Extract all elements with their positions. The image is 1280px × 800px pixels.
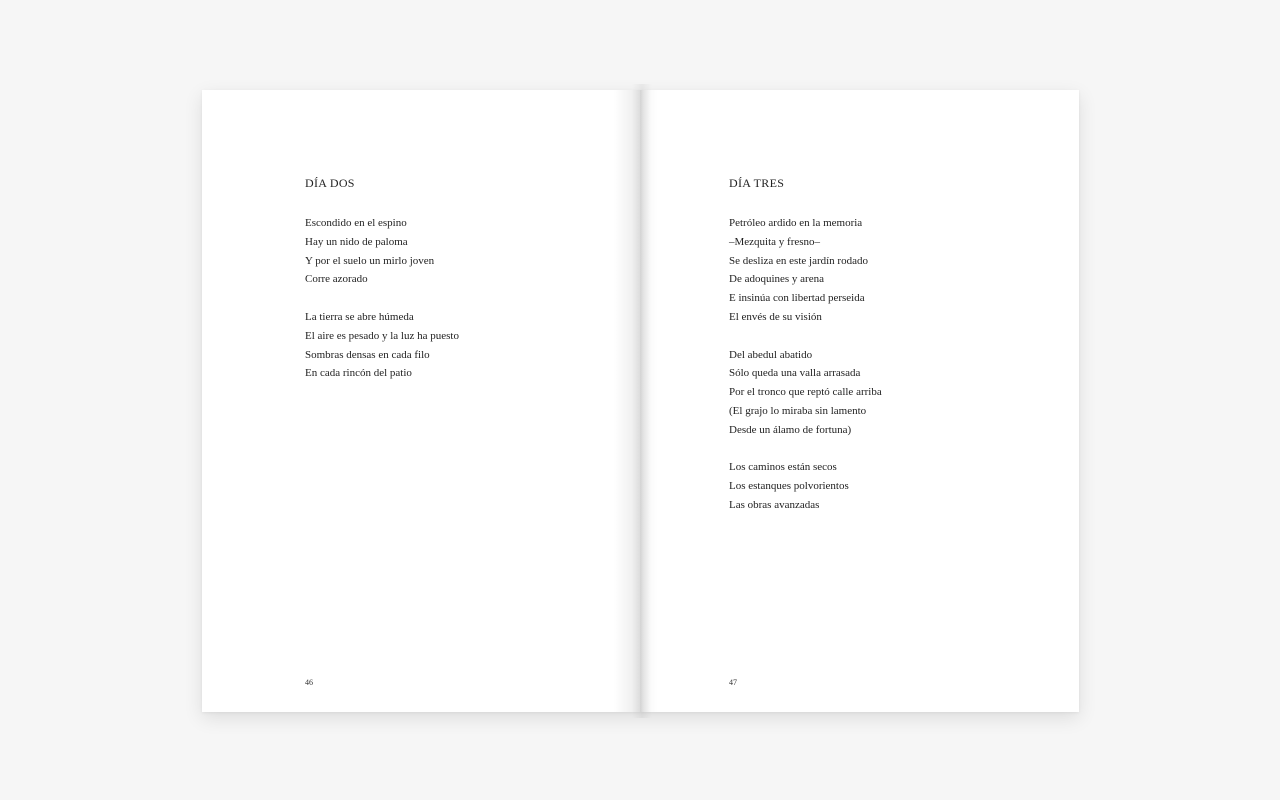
poem-line: En cada rincón del patio — [305, 367, 412, 380]
stanza — [729, 214, 882, 327]
poem-line: Sombras densas en cada filo — [305, 348, 430, 361]
right-page — [640, 90, 1079, 712]
poem-line: Corre azorado — [305, 273, 368, 286]
poem-line: Desde un álamo de fortuna) — [729, 423, 852, 436]
page-number: 46 — [305, 678, 313, 687]
poem-line: Y por el suelo un mirlo joven — [305, 254, 435, 267]
poem-line: Los estanques polvorientos — [729, 480, 849, 493]
stanza — [305, 214, 459, 289]
poem-line: La tierra se abre húmeda — [305, 310, 414, 323]
poem-body — [729, 214, 882, 534]
poem-line: Los caminos están secos — [729, 461, 837, 474]
poem-line: E insinúa con libertad perseida — [729, 292, 865, 305]
poem-title: DÍA DOS — [305, 176, 355, 190]
poem-line: Las obras avanzadas — [729, 498, 820, 511]
poem-line: De adoquines y arena — [729, 273, 824, 286]
poem-line: El aire es pesado y la luz ha puesto — [305, 329, 459, 342]
poem-line: El envés de su visión — [729, 310, 822, 323]
poem-line: Del abedul abatido — [729, 348, 813, 361]
left-page — [202, 90, 640, 712]
poem-line: –Mezquita y fresno– — [729, 235, 821, 248]
stanza — [729, 346, 882, 440]
stanza — [729, 458, 882, 514]
poem-line: Sólo queda una valla arrasada — [729, 367, 861, 380]
poem-title: DÍA TRES — [729, 176, 785, 190]
book-spread — [202, 90, 1079, 712]
poem-line: Se desliza en este jardín rodado — [729, 254, 868, 267]
stanza — [305, 308, 459, 383]
poem-line: Petróleo ardido en la memoria — [729, 217, 863, 229]
poem-line: Escondido en el espino — [305, 217, 407, 229]
poem-body — [305, 214, 459, 402]
page-number: 47 — [729, 678, 737, 687]
poem-line: (El grajo lo miraba sin lamento — [729, 404, 867, 417]
poem-line: Por el tronco que reptó calle arriba — [729, 386, 882, 399]
poem-line: Hay un nido de paloma — [305, 235, 408, 248]
